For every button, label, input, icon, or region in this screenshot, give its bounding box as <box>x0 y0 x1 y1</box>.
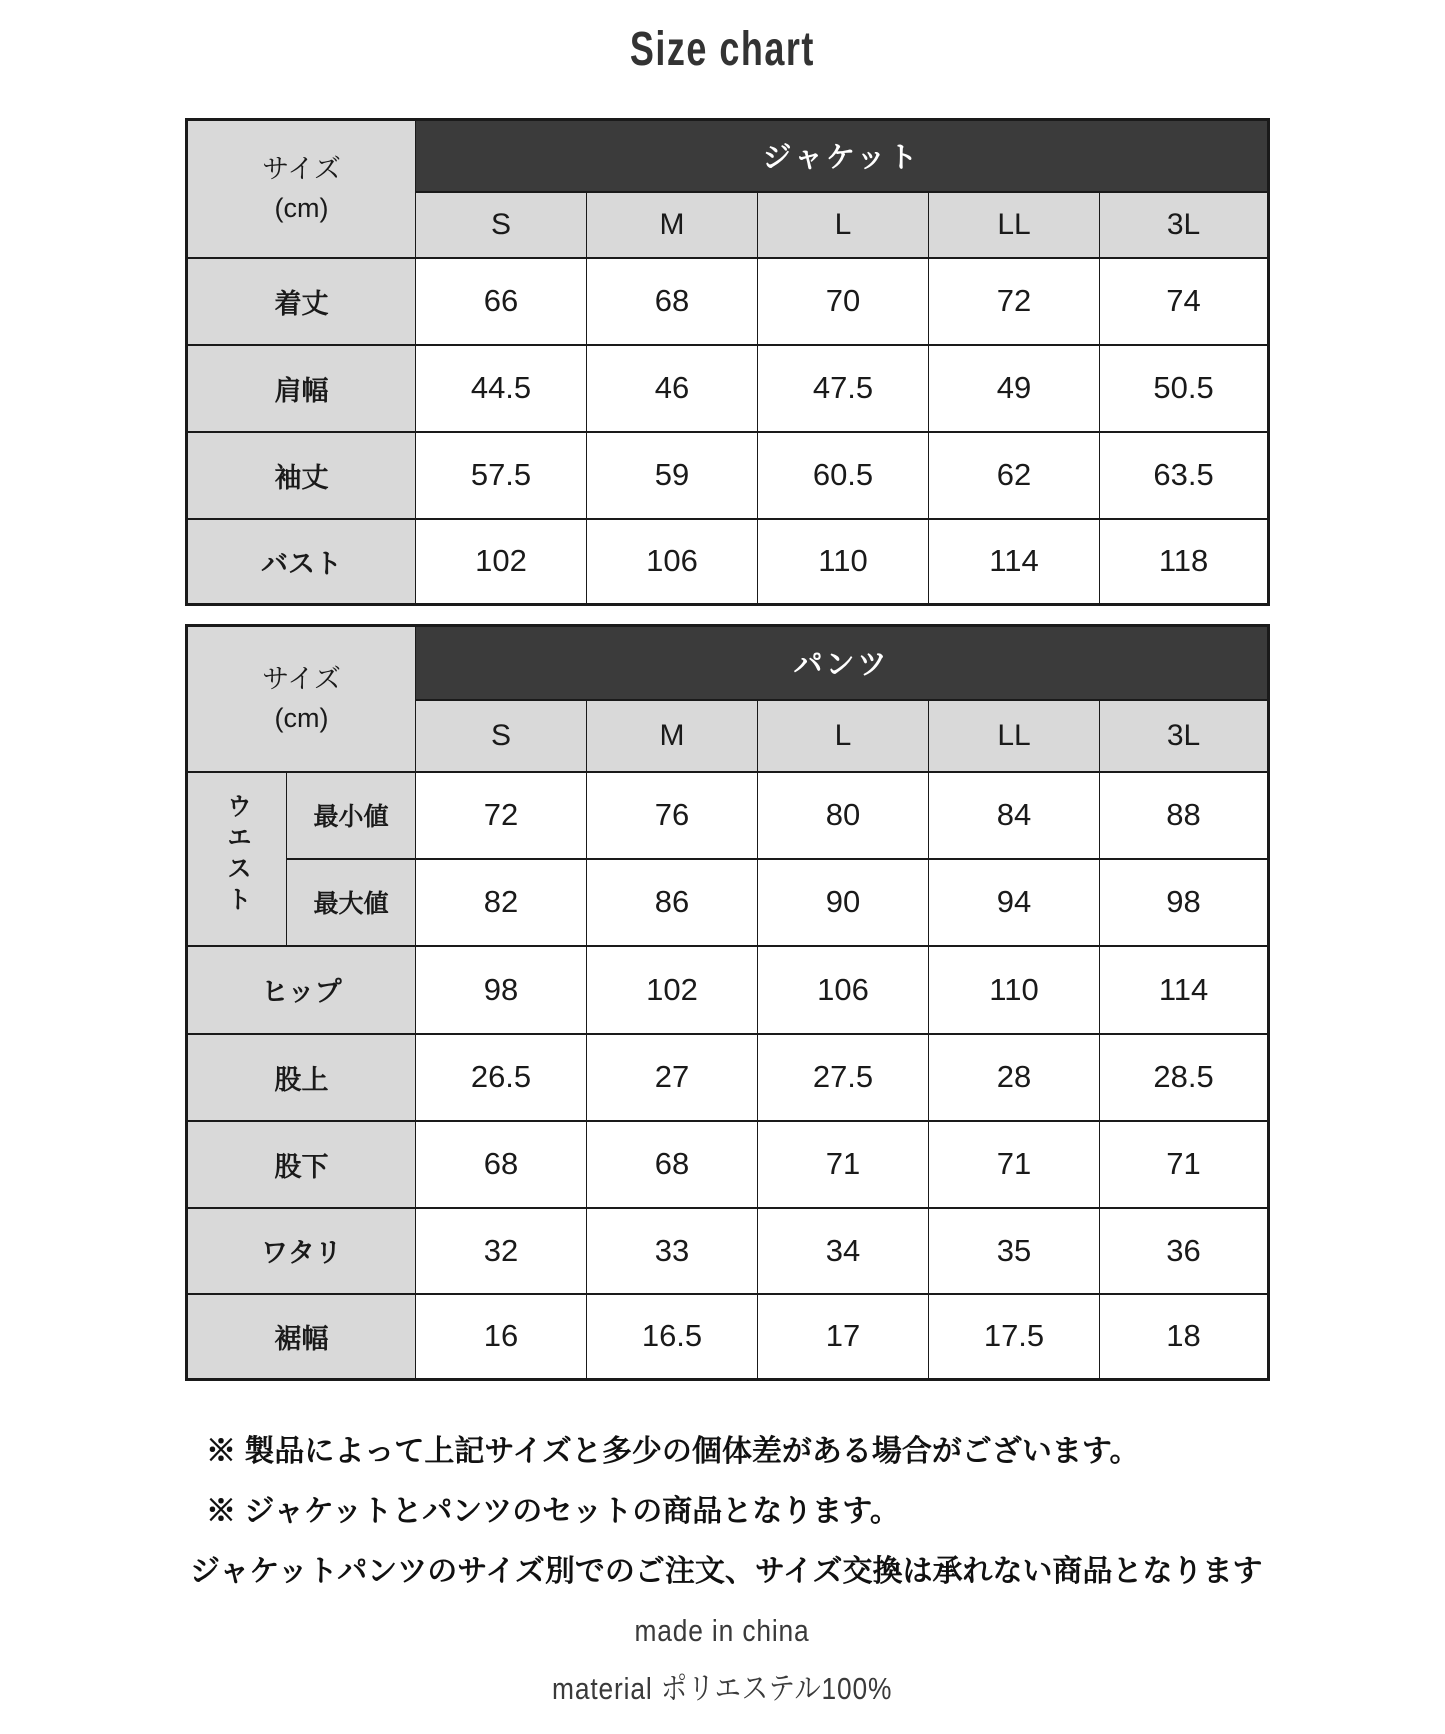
measurement-sublabel: 最大値 <box>287 859 416 946</box>
measurement-value: 94 <box>929 859 1100 946</box>
measurement-value: 76 <box>587 772 758 859</box>
note-line: ※ ジャケットとパンツのセットの商品となります。 <box>206 1495 900 1528</box>
pants-size-table <box>185 624 1270 1381</box>
measurement-value: 110 <box>758 519 929 605</box>
measurement-value: 35 <box>929 1208 1100 1294</box>
measurement-value: 84 <box>929 772 1100 859</box>
measurement-value: 71 <box>758 1121 929 1208</box>
measurement-value: 102 <box>416 519 587 605</box>
measurement-value: 34 <box>758 1208 929 1294</box>
measurement-value: 110 <box>929 946 1100 1034</box>
measurement-label: 着丈 <box>187 258 416 345</box>
size-head-s: S <box>416 700 587 772</box>
measurement-value: 46 <box>587 345 758 432</box>
jacket-group-header: ジャケット <box>416 120 1269 192</box>
measurement-value: 59 <box>587 432 758 519</box>
table-row <box>187 258 1269 345</box>
measurement-value: 57.5 <box>416 432 587 519</box>
table-row <box>187 1208 1269 1294</box>
measurement-value: 32 <box>416 1208 587 1294</box>
measurement-value: 49 <box>929 345 1100 432</box>
measurement-value: 47.5 <box>758 345 929 432</box>
size-head-s: S <box>416 192 587 258</box>
measurement-value: 60.5 <box>758 432 929 519</box>
measurement-value: 44.5 <box>416 345 587 432</box>
size-head-m: M <box>587 192 758 258</box>
material-text: material ポリエステル100% <box>552 1671 893 1706</box>
measurement-value: 80 <box>758 772 929 859</box>
size-head-3l: 3L <box>1100 700 1269 772</box>
waist-group-label-text: ウエスト <box>223 793 252 917</box>
corner-size-label: サイズ <box>262 153 341 184</box>
notes-section <box>190 1434 1360 1614</box>
page-title-text: Size chart <box>629 23 816 76</box>
table-row <box>187 519 1269 605</box>
jacket-header-row <box>187 120 1269 192</box>
measurement-value: 98 <box>416 946 587 1034</box>
measurement-value: 72 <box>416 772 587 859</box>
measurement-value: 90 <box>758 859 929 946</box>
made-in-text: made in china <box>634 1613 811 1648</box>
measurement-value: 88 <box>1100 772 1269 859</box>
table-row <box>187 1121 1269 1208</box>
measurement-value: 16 <box>416 1294 587 1380</box>
measurement-value: 18 <box>1100 1294 1269 1380</box>
measurement-value: 16.5 <box>587 1294 758 1380</box>
table-row <box>187 1294 1269 1380</box>
measurement-value: 114 <box>1100 946 1269 1034</box>
measurement-label: 肩幅 <box>187 345 416 432</box>
measurement-value: 63.5 <box>1100 432 1269 519</box>
size-head-l: L <box>758 192 929 258</box>
made-in-line <box>0 1613 1445 1649</box>
measurement-value: 72 <box>929 258 1100 345</box>
corner-unit-label: (cm) <box>274 192 329 223</box>
measurement-value: 62 <box>929 432 1100 519</box>
corner-unit-label: (cm) <box>274 702 329 733</box>
table-row <box>187 1034 1269 1121</box>
measurement-value: 106 <box>758 946 929 1034</box>
size-head-3l: 3L <box>1100 192 1269 258</box>
pants-group-header: パンツ <box>416 626 1269 700</box>
corner-size-label: サイズ <box>262 663 341 694</box>
measurement-value: 98 <box>1100 859 1269 946</box>
measurement-value: 17.5 <box>929 1294 1100 1380</box>
measurement-value: 102 <box>587 946 758 1034</box>
measurement-value: 17 <box>758 1294 929 1380</box>
measurement-value: 36 <box>1100 1208 1269 1294</box>
measurement-label: 袖丈 <box>187 432 416 519</box>
measurement-value: 74 <box>1100 258 1269 345</box>
table-row <box>187 859 1269 946</box>
measurement-value: 70 <box>758 258 929 345</box>
measurement-label: バスト <box>187 519 416 605</box>
measurement-value: 106 <box>587 519 758 605</box>
measurement-label: ワタリ <box>187 1208 416 1294</box>
measurement-value: 118 <box>1100 519 1269 605</box>
measurement-sublabel: 最小値 <box>287 772 416 859</box>
measurement-value: 33 <box>587 1208 758 1294</box>
measurement-value: 71 <box>1100 1121 1269 1208</box>
jacket-size-table <box>185 118 1270 606</box>
size-head-m: M <box>587 700 758 772</box>
measurement-label: 股上 <box>187 1034 416 1121</box>
waist-group-label <box>187 772 287 946</box>
table-row <box>187 345 1269 432</box>
table-row <box>187 946 1269 1034</box>
pants-corner-cell <box>187 626 416 772</box>
measurement-value: 27.5 <box>758 1034 929 1121</box>
table-row <box>187 772 1269 859</box>
measurement-value: 71 <box>929 1121 1100 1208</box>
measurement-value: 82 <box>416 859 587 946</box>
measurement-label: 股下 <box>187 1121 416 1208</box>
measurement-value: 27 <box>587 1034 758 1121</box>
measurement-value: 114 <box>929 519 1100 605</box>
measurement-value: 68 <box>587 258 758 345</box>
measurement-value: 66 <box>416 258 587 345</box>
measurement-label: 裾幅 <box>187 1294 416 1380</box>
measurement-value: 28 <box>929 1034 1100 1121</box>
note-line: ジャケットパンツのサイズ別でのご注文、サイズ交換は承れない商品となります <box>190 1555 1263 1588</box>
table-row <box>187 432 1269 519</box>
measurement-value: 86 <box>587 859 758 946</box>
measurement-value: 68 <box>587 1121 758 1208</box>
material-line <box>0 1663 1445 1708</box>
size-head-ll: LL <box>929 700 1100 772</box>
measurement-value: 26.5 <box>416 1034 587 1121</box>
size-head-l: L <box>758 700 929 772</box>
measurement-value: 50.5 <box>1100 345 1269 432</box>
measurement-value: 28.5 <box>1100 1034 1269 1121</box>
measurement-value: 68 <box>416 1121 587 1208</box>
pants-header-row <box>187 626 1269 700</box>
page-title <box>0 22 1445 77</box>
jacket-corner-cell <box>187 120 416 258</box>
size-head-ll: LL <box>929 192 1100 258</box>
measurement-label: ヒップ <box>187 946 416 1034</box>
note-line: ※ 製品によって上記サイズと多少の個体差がある場合がございます。 <box>206 1435 1140 1468</box>
